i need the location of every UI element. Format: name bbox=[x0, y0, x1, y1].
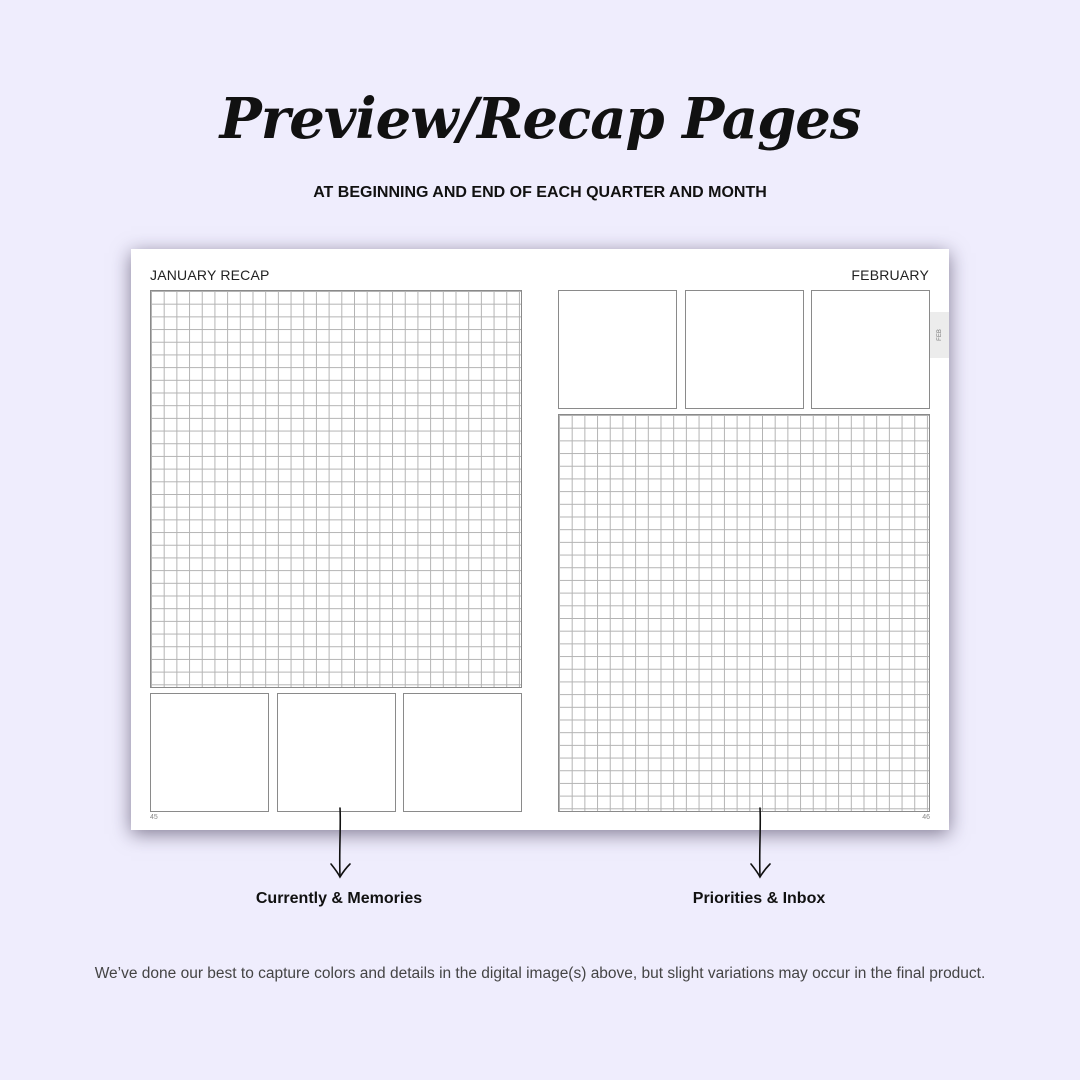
memory-box-2 bbox=[277, 693, 396, 812]
page-subtitle: AT BEGINNING AND END OF EACH QUARTER AND MONTH bbox=[313, 184, 767, 201]
left-grid-area bbox=[150, 290, 522, 688]
memory-box-1 bbox=[150, 693, 269, 812]
right-grid-area bbox=[558, 414, 930, 812]
left-arrow-icon bbox=[328, 806, 352, 880]
month-tab[interactable] bbox=[930, 312, 949, 358]
month-tab-label: FEB bbox=[936, 329, 943, 341]
memory-box-3 bbox=[403, 693, 522, 812]
page-title: Preview/Recap Pages bbox=[219, 86, 861, 152]
planner-spread bbox=[131, 249, 949, 830]
left-caption: Currently & Memories bbox=[255, 890, 423, 907]
right-page-heading: FEBRUARY bbox=[851, 267, 929, 283]
left-page-number: 45 bbox=[150, 814, 158, 821]
right-page-number: 46 bbox=[922, 814, 930, 821]
priority-box-3 bbox=[811, 290, 930, 409]
priority-box-2 bbox=[685, 290, 804, 409]
disclaimer-text: We’ve done our best to capture colors and details in the digital image(s) above, but slight variations may occur in the final product. bbox=[94, 965, 986, 982]
left-page-heading: JANUARY RECAP bbox=[150, 267, 270, 283]
right-arrow-icon bbox=[748, 806, 772, 880]
priority-box-1 bbox=[558, 290, 677, 409]
right-caption: Priorities & Inbox bbox=[692, 890, 826, 907]
